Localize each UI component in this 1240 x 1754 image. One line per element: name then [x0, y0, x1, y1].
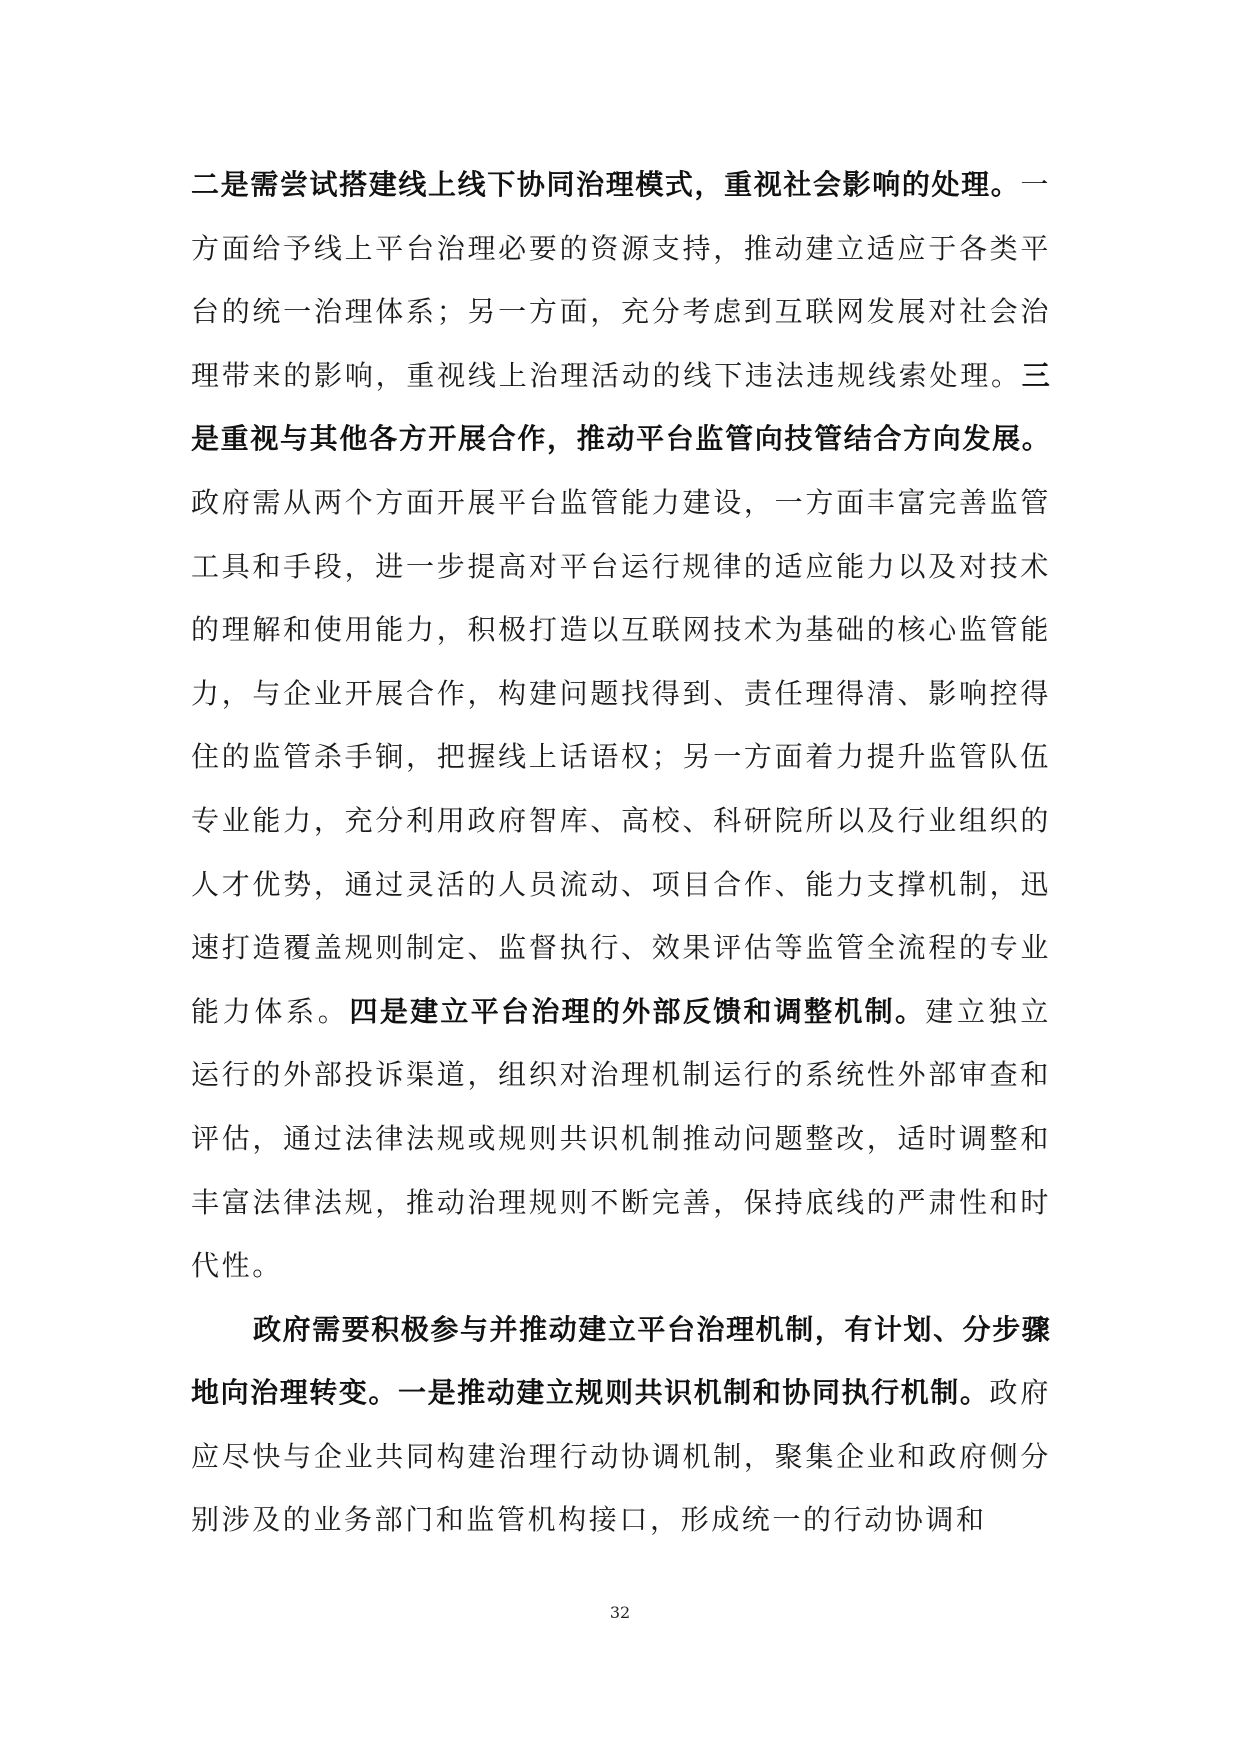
page-number: 32 [609, 1603, 631, 1622]
point-three-heading: 三是重视与其他各方开展合作，推动平台监管向技管结合方向发展。 [191, 358, 1051, 456]
point-two-body: 一方面给予线上平台治理必要的资源支持，推动建立适应于各类平台的统一治理体系；另一方面，充分考虑到互联网发展对社会治理带来的影响，重视线上治理活动的线下违法违规线索处理。 [191, 168, 1051, 392]
point-four-heading: 四是建立平台治理的外部反馈和调整机制。 [349, 994, 926, 1028]
paragraph-2 [191, 1298, 1051, 1552]
paragraph-1 [191, 153, 1051, 1298]
point-two-heading: 二是需尝试搭建线上线下协同治理模式，重视社会影响的处理。 [191, 168, 1021, 201]
point-one-heading: 一是推动建立规则共识机制和协同执行机制。 [398, 1376, 990, 1410]
point-one-body: 政府应尽快与企业共同构建治理行动协调机制，聚集企业和政府侧分别涉及的业务部门和监管机构接口，形成统一的行动协调和 [191, 1376, 1051, 1537]
point-four-body: 建立独立运行的外部投诉渠道，组织对治理机制运行的系统性外部审查和评估，通过法律法规或规则共识机制推动问题整改，适时调整和丰富法律法规，推动治理规则不断完善，保持底线的严肃性和时代性。 [191, 994, 1051, 1283]
government-role-heading: 政府需要积极参与并推动建立平台治理机制，有计划、分步骤地向治理转变。 [191, 1312, 1051, 1410]
body-text [191, 153, 1051, 1552]
point-three-body: 政府需从两个方面开展平台监管能力建设，一方面丰富完善监管工具和手段，进一步提高对平台运行规律的适应能力以及对技术的理解和使用能力，积极打造以互联网技术为基础的核心监管能力，与企业开展合作，构建问题找得到、责任理得清、影响控得住的监管杀手锏，把握线上话语权；另一方面着力提升监管队伍专业能力，充分利用政府智库、高校、科研院所以及行业组织的人才优势，通过灵活的人员流动、项目合作、能力支撑机制，迅速打造覆盖规则制定、监督执行、效果评估等监管全流程的专业能力体系。 [191, 485, 1051, 1028]
